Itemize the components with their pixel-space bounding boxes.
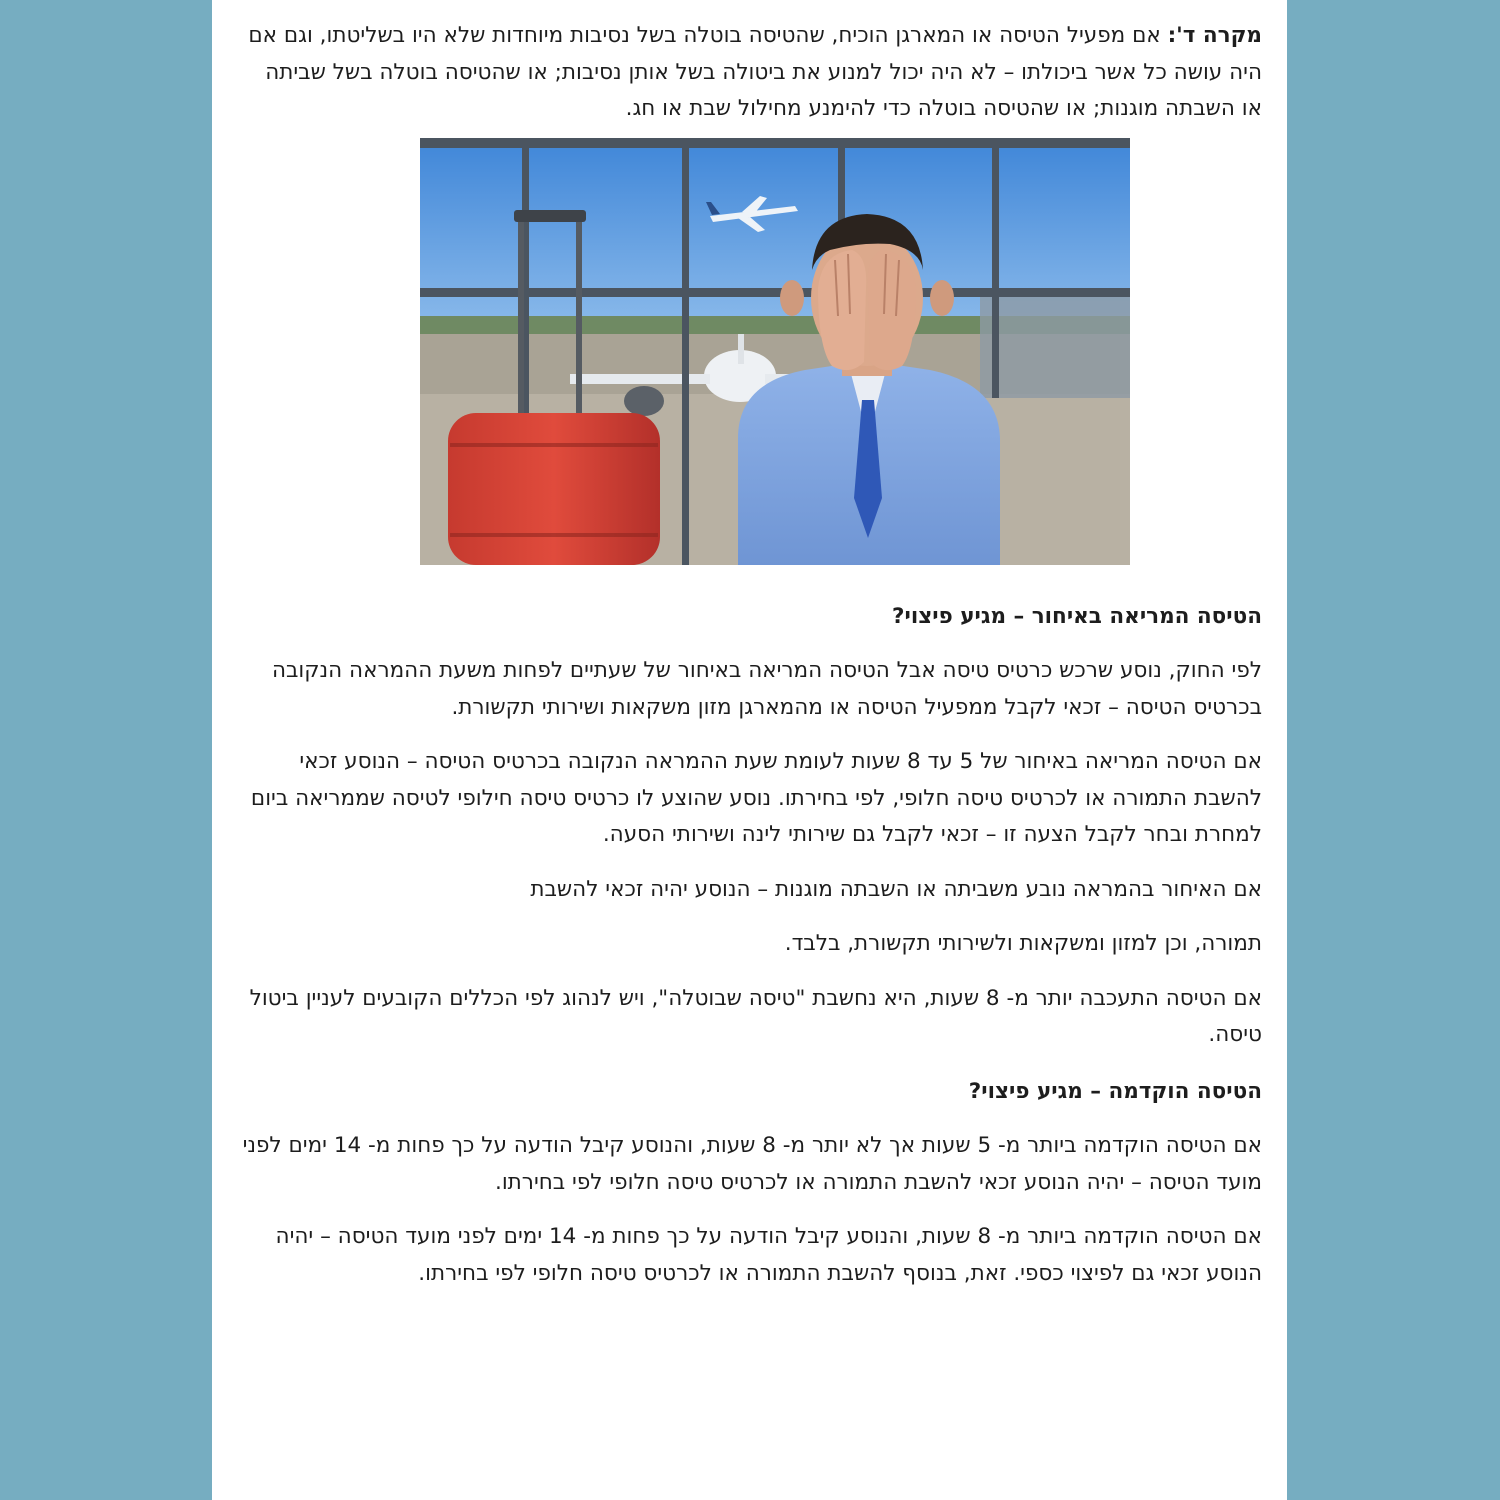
- delay-paragraph-4: אם הטיסה התעכבה יותר מ- 8 שעות, היא נחשבת "טיסה שבוטלה", ויש לנהוג לפי הכללים הקובעים לעניין ביטול טיסה.: [249, 985, 1262, 1047]
- document-page: [212, 0, 1287, 1500]
- early-paragraph-1: אם הטיסה הוקדמה ביותר מ- 5 שעות אך לא יותר מ- 8 שעות, והנוסע קיבל הודעה על כך פחות מ- 14 ימים לפני מועד הטיסה – יהיה הנוסע זכאי להשבת התמורה או לכרטיס טיסה חלופי לפי בחירתו.: [242, 1133, 1262, 1195]
- delay-paragraph-3b: תמורה, וכן למזון ומשקאות ולשירותי תקשורת, בלבד.: [784, 931, 1262, 956]
- intro-text: אם מפעיל הטיסה או המארגן הוכיח, שהטיסה בוטלה בשל נסיבות מיוחדות שלא היו בשליטתו, וגם אם היה עושה כל אשר ביכולתו – לא היה יכול למנוע את ביטולה בשל אותן נסיבות; או שהטיסה בוטלה בשל שביתה או השבתה מוגנות; או שהטיסה בוטלה כדי להימנע מחילול שבת או חג.: [248, 23, 1262, 121]
- distressed-traveler-airport-photo: [420, 138, 1130, 565]
- delay-section-heading: הטיסה המריאה באיחור – מגיע פיצוי?: [892, 603, 1262, 629]
- early-section-heading: הטיסה הוקדמה – מגיע פיצוי?: [968, 1078, 1262, 1104]
- delay-paragraph-2: אם הטיסה המריאה באיחור של 5 עד 8 שעות לעומת שעת ההמראה הנקובה בכרטיס הטיסה – הנוסע זכאי להשבת התמורה או לכרטיס טיסה חלופי, לפי בחירתו. נוסע שהוצע לו כרטיס טיסה חילופי לטיסה שממריאה ביום למחרת ובחר לקבל הצעה זו – זכאי לקבל גם שירותי לינה ושירותי הסעה.: [250, 749, 1262, 847]
- document-content: [242, 18, 1262, 1292]
- intro-lead: מקרה ד':: [1167, 23, 1262, 48]
- delay-paragraph-3a: אם האיחור בהמראה נובע משביתה או השבתה מוגנות – הנוסע יהיה זכאי להשבת: [530, 876, 1262, 902]
- early-paragraph-2: אם הטיסה הוקדמה ביותר מ- 8 שעות, והנוסע קיבל הודעה על כך פחות מ- 14 ימים לפני מועד הטיסה – יהיה הנוסע זכאי גם לפיצוי כספי. זאת, בנוסף להשבת התמורה או לכרטיס טיסה חלופי לפי בחירתו.: [275, 1224, 1262, 1286]
- intro-paragraph: [242, 18, 1262, 128]
- delay-paragraph-1: לפי החוק, נוסע שרכש כרטיס טיסה אבל הטיסה המריאה באיחור של שעתיים לפחות משעת ההמראה הנקובה בכרטיס הטיסה – זכאי לקבל ממפעיל הטיסה או מהמארגן מזון משקאות ושירותי תקשורת.: [271, 658, 1262, 720]
